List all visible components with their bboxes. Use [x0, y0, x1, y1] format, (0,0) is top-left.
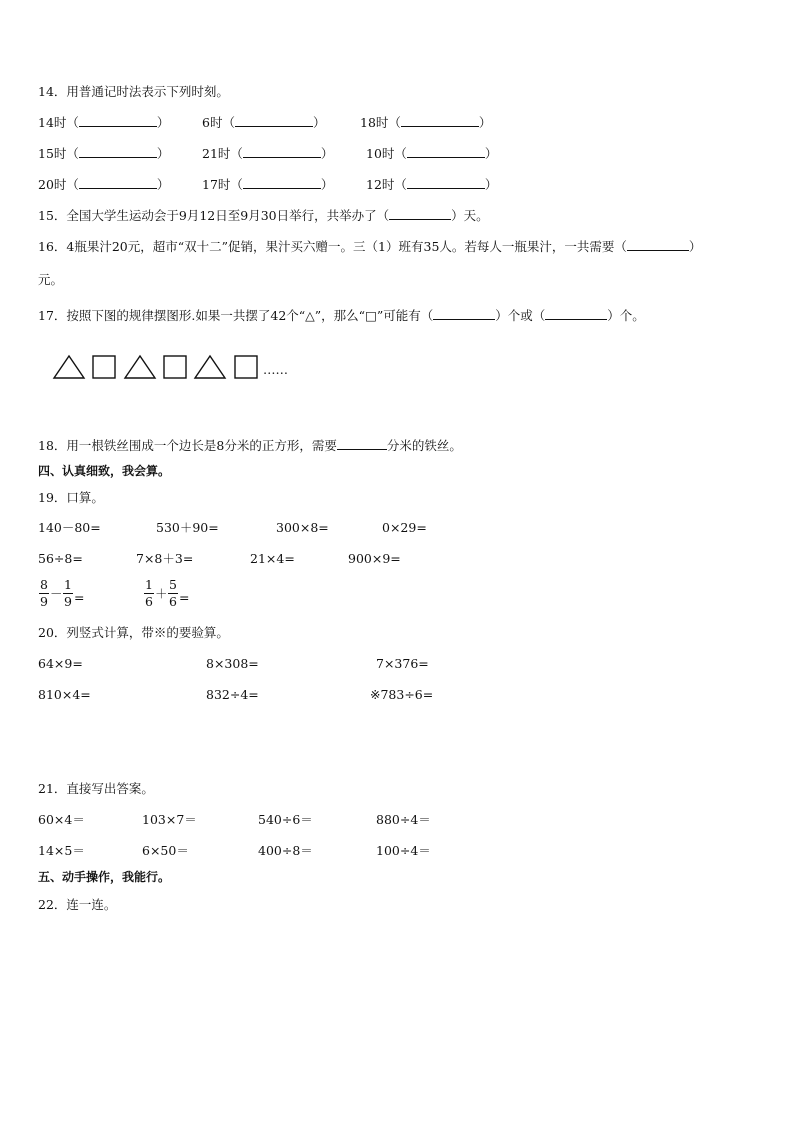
q14-title: 14．用普通记时法表示下列时刻。	[38, 84, 229, 99]
triangle-shape	[54, 356, 84, 378]
q14-item-r1c3: 18时（ ）	[360, 115, 492, 130]
square-shape	[93, 356, 115, 378]
q19-item: 56÷8=	[38, 551, 83, 566]
q20-title: 20．列竖式计算，带※的要验算。	[38, 625, 229, 640]
q20-item: 64×9=	[38, 656, 83, 671]
q19-item: 530＋90=	[156, 520, 219, 535]
q16: 16．4瓶果汁20元，超市“双十二”促销，果汁买六赠一。三（1）班有35人。若每人一瓶果汁，一共需要（ ）	[38, 239, 702, 254]
equals-sign: =	[74, 590, 85, 605]
answer-blank[interactable]	[337, 438, 387, 450]
q14-item-r3c1: 20时（ ）	[38, 177, 170, 192]
answer-blank[interactable]	[79, 177, 157, 189]
q21-item: 14×5＝	[38, 843, 85, 858]
operator: ＋	[155, 586, 168, 601]
q20-item: ※783÷6=	[370, 687, 434, 702]
answer-blank[interactable]	[545, 308, 607, 320]
q20-item: 810×4=	[38, 687, 91, 702]
q21-title: 21．直接写出答案。	[38, 781, 154, 796]
q21-item: 103×7＝	[142, 812, 197, 827]
q17: 17．按照下图的规律摆图形.如果一共摆了42个“△”，那么“□”可能有（ ）个或（ ）个。	[38, 308, 645, 323]
fraction: 5 6	[169, 577, 177, 609]
q14-item-r1c2: 6时（ ）	[202, 115, 326, 130]
q21-item: 540÷6＝	[258, 812, 313, 827]
operator: －	[50, 586, 63, 601]
q14-item-r3c2: 17时（ ）	[202, 177, 334, 192]
q19-item: 140－80=	[38, 520, 101, 535]
q14-item-r2c1: 15时（ ）	[38, 146, 170, 161]
shape-pattern	[50, 352, 270, 382]
q19-item: 21×4=	[250, 551, 295, 566]
fraction: 8 9	[40, 577, 48, 609]
q19-item: 0×29=	[382, 520, 427, 535]
answer-blank[interactable]	[401, 115, 479, 127]
q21-item: 6×50＝	[142, 843, 189, 858]
q21-item: 880÷4＝	[376, 812, 431, 827]
triangle-shape	[125, 356, 155, 378]
answer-blank[interactable]	[389, 208, 451, 220]
q20-item: 8×308=	[206, 656, 259, 671]
q19-title: 19．口算。	[38, 490, 104, 505]
answer-blank[interactable]	[433, 308, 495, 320]
q18: 18．用一根铁丝围成一个边长是8分米的正方形，需要 分米的铁丝。	[38, 438, 462, 453]
answer-blank[interactable]	[627, 239, 689, 251]
answer-blank[interactable]	[235, 115, 313, 127]
section-5-heading: 五、动手操作，我能行。	[38, 870, 171, 884]
q19-item: 7×8＋3=	[136, 551, 194, 566]
section-4-heading: 四、认真细致，我会算。	[38, 464, 171, 478]
q14-item-r2c3: 10时（ ）	[366, 146, 498, 161]
square-shape	[164, 356, 186, 378]
q15: 15．全国大学生运动会于9月12日至9月30日举行，共举办了（ ）天。	[38, 208, 489, 223]
q19-item: 900×9=	[348, 551, 401, 566]
q20-item: 832÷4=	[206, 687, 259, 702]
q16-unit: 元。	[38, 272, 64, 287]
answer-blank[interactable]	[79, 115, 157, 127]
fraction: 1 6	[145, 577, 153, 609]
answer-blank[interactable]	[407, 146, 485, 158]
answer-blank[interactable]	[243, 177, 321, 189]
fraction: 1 9	[64, 577, 72, 609]
triangle-shape	[195, 356, 225, 378]
q21-item: 100÷4＝	[376, 843, 431, 858]
q14-item-r3c3: 12时（ ）	[366, 177, 498, 192]
answer-blank[interactable]	[79, 146, 157, 158]
square-shape	[235, 356, 257, 378]
q19-item: 300×8=	[276, 520, 329, 535]
q14-item-r1c1: 14时（ ）	[38, 115, 170, 130]
q22-title: 22．连一连。	[38, 897, 117, 912]
answer-blank[interactable]	[407, 177, 485, 189]
q14-item-r2c2: 21时（ ）	[202, 146, 334, 161]
pattern-ellipsis: ……	[263, 362, 288, 377]
q21-item: 60×4＝	[38, 812, 85, 827]
equals-sign: =	[179, 590, 190, 605]
answer-blank[interactable]	[243, 146, 321, 158]
q21-item: 400÷8＝	[258, 843, 313, 858]
q20-item: 7×376=	[376, 656, 429, 671]
